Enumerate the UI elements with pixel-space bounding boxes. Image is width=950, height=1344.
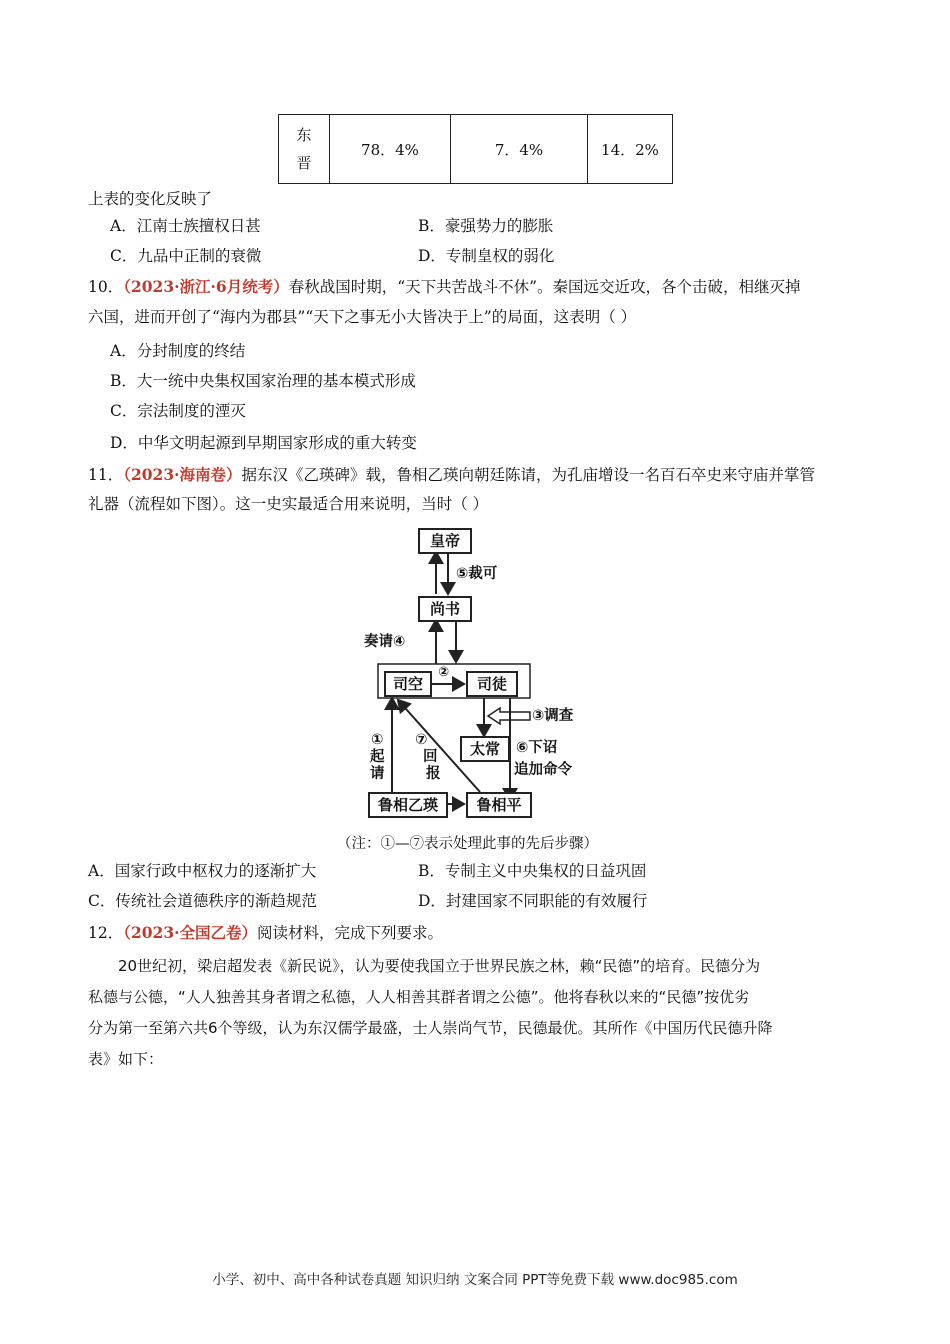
q10-option-b: B．大一统中央集权国家治理的基本模式形成 <box>110 372 416 390</box>
node-emperor: 皇帝 <box>418 528 472 554</box>
q9-option-d: D．专制皇权的弱化 <box>418 247 555 265</box>
q11-line1 <box>88 460 815 490</box>
node-shangshu: 尚书 <box>418 596 472 622</box>
table-cell-2: 7．4% <box>451 115 588 184</box>
q11-line2: 礼器（流程如下图）。这一史实最适合用来说明，当时（ ） <box>88 495 489 513</box>
label-step7 <box>402 732 441 783</box>
label-step1-num: ① <box>371 732 384 748</box>
q12-paragraph-2: 私德与公德，“人人独善其身者谓之私德，人人相善其群者谓之公德”。他将春秋以来的“民德”按优劣 <box>88 988 750 1006</box>
row-label-2: 晋 <box>296 154 312 172</box>
node-yiying: 鲁相乙瑛 <box>368 792 448 818</box>
node-luping: 鲁相平 <box>466 792 532 818</box>
table-row <box>279 115 673 184</box>
q9-option-b: B．豪强势力的膨胀 <box>418 217 554 235</box>
label-step6b: 追加命令 <box>514 762 572 778</box>
q10-number: 10． <box>88 278 124 296</box>
q11-option-b: B．专制主义中央集权的日益巩固 <box>418 862 647 880</box>
q11-text1: 据东汉《乙瑛碑》载，鲁相乙瑛向朝廷陈请，为孔庙增设一名百石卒史来守庙并掌管 <box>241 466 816 484</box>
row-label-1: 东 <box>296 126 312 144</box>
page-footer: 小学、初中、高中各种试卷真题 知识归纳 文案合同 PPT等免费下载 www.doc985.com <box>212 1272 738 1288</box>
q12-stem: 阅读材料，完成下列要求。 <box>257 924 444 942</box>
table-cell-1: 78．4% <box>330 115 451 184</box>
q10-option-d: D．中华文明起源到早期国家形成的重大转变 <box>110 434 417 452</box>
label-step4: 奏请④ <box>364 634 406 650</box>
q10-line1 <box>88 272 801 302</box>
q11-option-c: C．传统社会道德秩序的渐趋规范 <box>88 892 317 910</box>
node-sikong: 司空 <box>384 671 432 697</box>
label-step7-num: ⑦ <box>415 732 428 748</box>
q9-option-a: A．江南士族擅权日甚 <box>110 217 261 235</box>
q10-option-c: C．宗法制度的湮灭 <box>110 402 246 420</box>
label-step2: ② <box>438 665 450 680</box>
label-step1-a: 起 <box>370 749 385 765</box>
table-cell-3: 14．2% <box>588 115 673 184</box>
q10-line2: 六国，进而开创了“海内为郡县”“天下之事无小大皆决于上”的局面，这表明（ ） <box>88 308 637 326</box>
q10-option-a: A．分封制度的终结 <box>110 342 246 360</box>
q12-line1 <box>88 918 443 948</box>
node-taichang: 太常 <box>460 736 510 762</box>
label-step7-a: 回 <box>423 749 438 765</box>
node-situ: 司徒 <box>466 671 518 697</box>
q12-paragraph-4: 表》如下： <box>88 1050 164 1068</box>
data-table <box>278 114 673 184</box>
q9-option-c: C．九品中正制的衰微 <box>110 247 262 265</box>
label-step5: ⑤裁可 <box>456 566 498 582</box>
q12-paragraph-1: 20世纪初，梁启超发表《新民说》，认为要使我国立于世界民族之林，赖“民德”的培育。民德分为 <box>118 957 761 975</box>
q11-number: 11． <box>88 466 124 484</box>
label-step6: ⑥下诏 <box>516 740 558 756</box>
q12-source: （2023·全国乙卷） <box>123 923 258 942</box>
label-step7-b: 报 <box>426 766 441 782</box>
q9-stem: 上表的变化反映了 <box>88 190 213 208</box>
q11-source: （2023·海南卷） <box>123 465 242 484</box>
q10-text1: 春秋战国时期，“天下共苦战斗不休”。秦国远交近攻，各个击破，相继灭掉 <box>288 278 801 296</box>
q12-number: 12． <box>88 924 124 942</box>
q10-source: （2023·浙江·6月统考） <box>123 277 289 296</box>
row-label-cell <box>279 115 330 184</box>
label-step1-b: 请 <box>370 766 385 782</box>
flow-diagram <box>360 524 600 824</box>
label-step1 <box>370 732 385 783</box>
q12-paragraph-3: 分为第一至第六共6个等级，认为东汉儒学最盛，士人崇尚气节，民德最优。其所作《中国历代民德升降 <box>88 1019 773 1037</box>
diagram-note: （注：①—⑦表示处理此事的先后步骤） <box>337 836 598 852</box>
q11-option-d: D．封建国家不同职能的有效履行 <box>418 892 648 910</box>
label-step3: ③调查 <box>532 708 574 724</box>
q11-option-a: A．国家行政中枢权力的逐渐扩大 <box>88 862 317 880</box>
